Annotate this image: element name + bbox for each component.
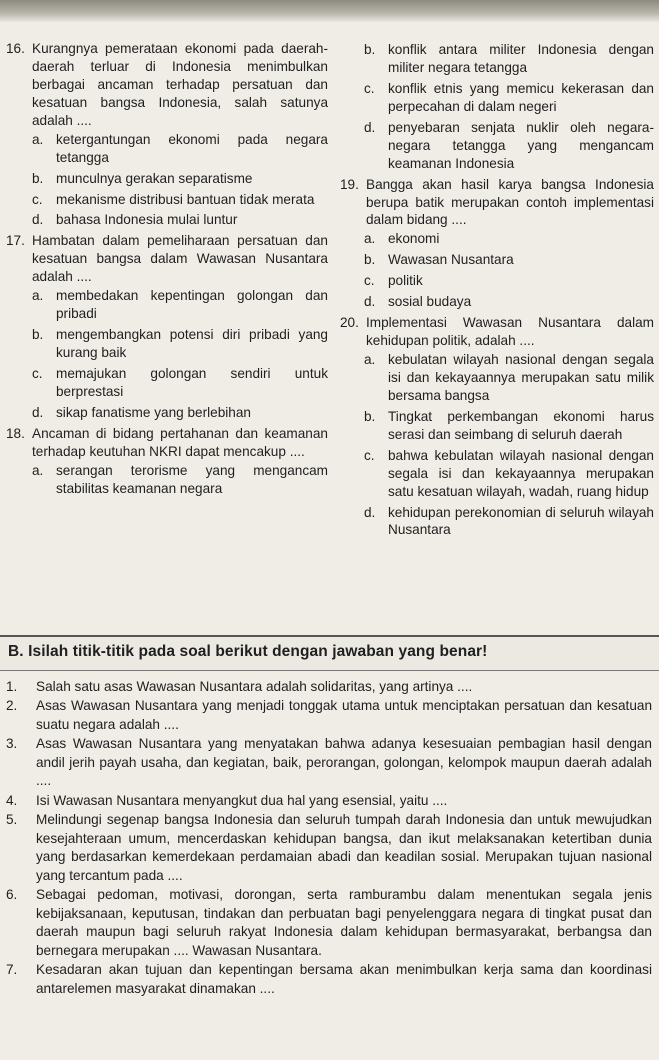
essay-question [6,792,652,810]
question-block [340,176,654,312]
option-text: kehidupan perekonomian di seluruh wilayah Nusantara [388,504,654,538]
essay-text: Kesadaran akan tujuan dan kepentingan bersama akan menimbulkan kerja sama dan koordinasi antarelemen masyarakat dinamakan .... [36,962,652,996]
section-b-header [0,635,659,671]
option-text: munculnya gerakan separatisme [56,170,253,186]
essay-question [6,735,652,790]
option-text: sikap fanatisme yang berlebihan [56,404,251,420]
question-block [340,41,654,173]
essay-question [6,886,652,960]
option-text: Tingkat perkembangan ekonomi harus serasi dan seimbang di seluruh daerah [388,408,654,442]
option-letter: c. [364,80,375,96]
essay-number: 2. [6,698,18,714]
essay-question [6,678,652,696]
answer-option [340,251,654,269]
option-letter: c. [364,447,375,463]
answer-option [340,230,654,248]
essay-number: 1. [6,679,18,694]
answer-option [340,351,654,405]
question-number: 17. [6,233,25,249]
essay-text: Asas Wawasan Nusantara yang menyatakan bahwa adanya kesesuaian pembagian hasil dengan andil jerih payah usaha, dan kegiatan, baik, perorangan, golongan, kelompok maupun daerah adalah .... [36,736,652,789]
answer-option [340,293,654,311]
answer-option [6,191,328,209]
answer-option [6,326,328,362]
question-text: Implementasi Wawasan Nusantara dalam kehidupan politik, adalah .... [366,315,654,349]
answer-option [6,170,328,188]
page-top-edge [0,0,659,22]
option-text: politik [388,273,423,289]
option-letter: a. [364,231,376,247]
essay-number: 3. [6,736,18,752]
option-letter: c. [364,273,375,289]
answer-option [340,504,654,540]
option-text: konflik etnis yang memicu kekerasan dan perpecahan di dalam negeri [388,80,654,114]
answer-option [340,119,654,173]
essay-text: Sebagai pedoman, motivasi, dorongan, serta ramburambu dalam menentukan segala jenis kebijaksanaan, keputusan, tindakan dan perbuatan bagi penyelenggara negara di tingkat pusat dan daerah maupun bagi seluruh rakyat Indonesia dalam kehidupan bermasyarakat, berbangsa dan bernegara merupakan .... Wawasan Nusantara. [36,887,652,958]
option-text: serangan terorisme yang mengancam stabilitas keamanan negara [56,462,328,496]
option-letter: c. [32,365,43,381]
option-text: ketergantungan ekonomi pada negara tetangga [56,131,328,165]
question-stem [340,176,654,230]
option-letter: d. [32,212,44,228]
option-letter: d. [364,504,376,520]
option-letter: b. [32,170,44,186]
option-text: membedakan kepentingan golongan dan pribadi [56,288,328,322]
question-number: 18. [6,425,25,441]
right-column [340,40,654,542]
question-text: Hambatan dalam pemeliharaan persatuan dan kesatuan bangsa dalam Wawasan Nusantara adalah .... [32,233,328,285]
question-block [6,40,328,229]
question-stem [6,232,328,286]
answer-option [6,131,328,167]
option-text: Wawasan Nusantara [388,252,514,268]
option-letter: a. [32,131,44,147]
option-letter: d. [32,404,44,420]
essay-text: Isi Wawasan Nusantara menyangkut dua hal yang esensial, yaitu .... [36,792,448,808]
option-text: ekonomi [388,231,440,247]
essay-question [6,811,652,885]
essay-text: Melindungi segenap bangsa Indonesia dan seluruh tumpah darah Indonesia dan untuk mewujudkan kesejahteraan umum, mencerdaskan kehidupan bangsa, dan ikut melaksanakan ketertiban dunia yang berdasarkan kemerdekaan perdamaian abadi dan keadilan sosial. Merupakan tujuan nasional yang tercantum pada .... [36,812,652,883]
answer-option [6,404,328,422]
option-text: bahasa Indonesia mulai luntur [56,212,238,228]
option-letter: d. [364,119,376,135]
option-letter: b. [364,408,376,424]
answer-option [340,41,654,77]
question-number: 20. [340,315,359,331]
option-letter: d. [364,294,376,310]
option-text: konflik antara militer Indonesia dengan militer negara tetangga [388,42,654,75]
option-text: mekanisme distribusi bantuan tidak merata [56,191,315,207]
essay-list [6,678,652,999]
option-text: memajukan golongan sendiri untuk berprestasi [56,365,328,399]
question-block [6,232,328,421]
question-number: 16. [6,41,25,56]
question-block [6,425,328,498]
question-stem [6,425,328,461]
essay-number: 5. [6,812,18,828]
answer-option [340,408,654,444]
option-letter: a. [32,288,44,304]
essay-number: 6. [6,887,18,903]
answer-option [6,287,328,323]
section-b-title: B. Isilah titik-titik pada soal berikut dengan jawaban yang benar! [8,643,488,660]
question-block [340,314,654,539]
question-text: Kurangnya pemerataan ekonomi pada daerah-daerah terluar di Indonesia menimbulkan berbagai ancaman terhadap persatuan dan kesatuan bangsa Indonesia, salah satunya adalah .... [32,41,328,128]
answer-option [340,272,654,290]
option-letter: c. [32,191,43,207]
option-text: mengembangkan potensi diri pribadi yang kurang baik [56,327,328,360]
option-text: sosial budaya [388,294,472,310]
option-letter: b. [364,42,376,57]
essay-number: 4. [6,792,18,808]
question-stem [6,40,328,130]
option-text: kebulatan wilayah nasional dengan segala isi dan kekayaannya merupakan satu milik bersama bangsa [388,352,654,403]
option-letter: a. [32,462,44,478]
answer-option [6,462,328,498]
answer-option [340,447,654,501]
question-text: Bangga akan hasil karya bangsa Indonesia berupa batik merupakan contoh implementasi dalam bidang .... [366,176,654,228]
essay-text: Asas Wawasan Nusantara yang menjadi tonggak utama untuk menciptakan persatuan dan kesatuan suatu negara adalah .... [36,698,652,732]
left-column [6,40,328,501]
essay-question [6,697,652,734]
option-letter: b. [32,327,44,343]
essay-text: Salah satu asas Wawasan Nusantara adalah solidaritas, yang artinya .... [36,679,473,694]
option-letter: b. [364,252,376,268]
option-letter: a. [364,352,376,367]
essay-question [6,961,652,998]
answer-option [6,211,328,229]
essay-number: 7. [6,962,18,978]
question-text: Ancaman di bidang pertahanan dan keamanan terhadap keutuhan NKRI dapat mencakup .... [32,425,328,459]
option-text: bahwa kebulatan wilayah nasional dengan segala isi dan kekayaannya merupakan satu kesatuan wilayah, wadah, ruang hidup [388,447,654,499]
question-number: 19. [340,176,359,192]
answer-option [6,365,328,401]
option-text: penyebaran senjata nuklir oleh negara-negara tetangga yang mengancam keamanan Indonesia [388,119,654,171]
answer-option [340,80,654,116]
question-stem [340,314,654,350]
